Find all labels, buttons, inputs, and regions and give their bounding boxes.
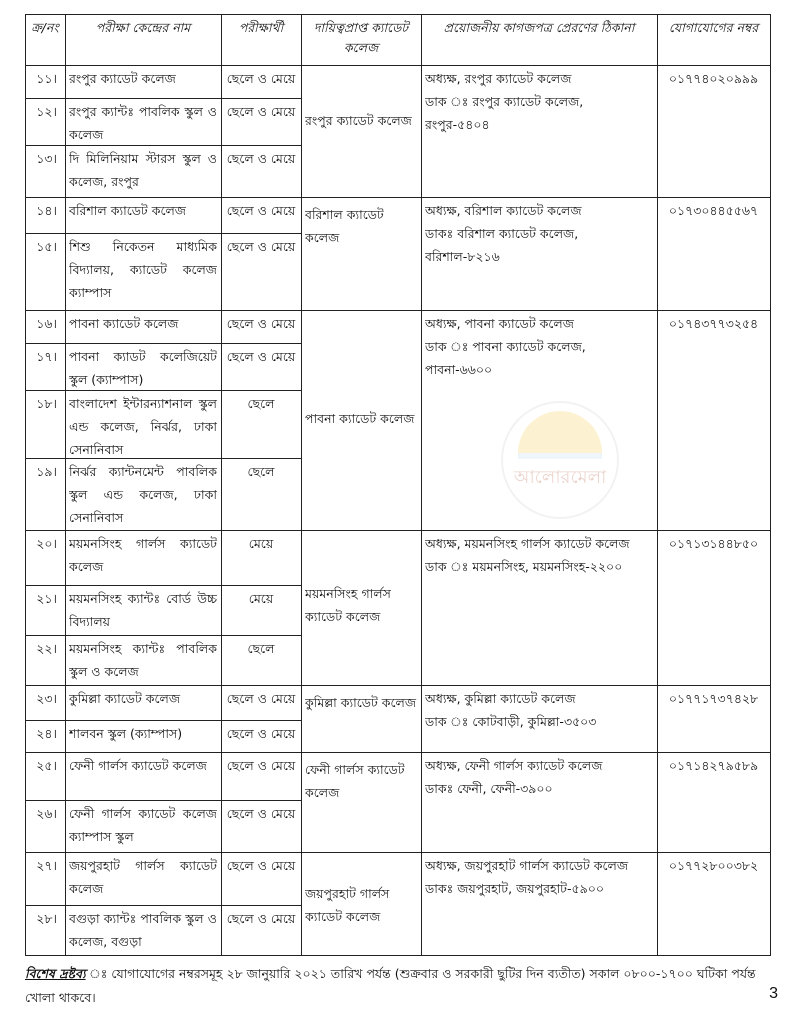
special-note bbox=[25, 962, 765, 1010]
address-line: অধ্যক্ষ, জয়পুরহাট গার্লস ক্যাডেট কলেজ bbox=[425, 858, 629, 873]
examinee-type: ছেলে ও মেয়ে bbox=[226, 806, 296, 821]
examinee-type: ছেলে ও মেয়ে bbox=[226, 239, 296, 254]
row-divider bbox=[25, 197, 301, 198]
serial-number: ২২। bbox=[36, 641, 57, 656]
exam-center-name: ফেনী গার্লস ক্যাডেট কলেজ ক্যাম্পাস স্কুল bbox=[69, 806, 217, 844]
serial-number: ১৯। bbox=[36, 464, 57, 479]
serial-number: ১৪। bbox=[36, 203, 57, 218]
responsible-college: পাবনা ক্যাডেট কলেজ bbox=[305, 411, 415, 426]
serial-number: ১৬। bbox=[36, 316, 57, 331]
responsible-college: বরিশাল ক্যাডেট কলেজ bbox=[305, 207, 384, 245]
mailing-address bbox=[425, 199, 653, 308]
page-number: 3 bbox=[769, 985, 778, 1002]
examinee-type: ছেলে ও মেয়ে bbox=[226, 151, 296, 166]
note-text: ঃ যোগাযোগের নম্বরসমূহ ২৮ জানুয়ারি ২০২১ তারিখ পর্যন্ত (শুক্রবার ও সরকারী ছুটির দিন ব্যতীত) সকাল ০৮০০-১৭০০ ঘটিকা পর্যন্ত খোলা থাকবে। bbox=[25, 966, 756, 1005]
contact-number: ০১৭৭২৮০০৩৮২ bbox=[668, 858, 759, 873]
serial-number: ১৩। bbox=[36, 151, 57, 166]
note-label: বিশেষ দ্রষ্টব্য bbox=[25, 966, 86, 981]
examinee-type: ছেলে ও মেয়ে bbox=[226, 349, 296, 364]
exam-center-name: শিশু নিকেতন মাধ্যমিক বিদ্যালয়, ক্যাডেট কলেজ ক্যাম্পাস bbox=[69, 239, 217, 300]
serial-number: ২৫। bbox=[36, 758, 57, 773]
row-divider bbox=[25, 685, 301, 686]
address-line: অধ্যক্ষ, পাবনা ক্যাডেট কলেজ bbox=[425, 316, 574, 331]
exam-center-name: দি মিলিনিয়াম স্টারস স্কুল ও কলেজ, রংপুর bbox=[69, 151, 217, 189]
address-line: অধ্যক্ষ, কুমিল্লা ক্যাডেট কলেজ bbox=[425, 691, 576, 706]
address-line: রংপুর-৫৪০৪ bbox=[425, 117, 490, 132]
header-bottom-border bbox=[25, 65, 770, 66]
address-line: ডাকঃ ফেনী, ফেনী-৩৯০০ bbox=[425, 781, 553, 796]
column-divider bbox=[65, 14, 66, 956]
serial-number: ২৪। bbox=[36, 726, 57, 741]
row-divider bbox=[25, 585, 301, 586]
serial-number: ১৭। bbox=[36, 349, 57, 364]
table-bottom-border bbox=[25, 955, 770, 956]
group-divider bbox=[301, 197, 770, 198]
exam-center-table bbox=[25, 14, 770, 956]
row-divider bbox=[25, 635, 301, 636]
mailing-address bbox=[425, 67, 653, 195]
table-top-border bbox=[25, 14, 770, 15]
address-line: ডাকঃ বরিশাল ক্যাডেট কলেজ, bbox=[425, 226, 579, 241]
examinee-type: মেয়ে bbox=[248, 536, 274, 551]
exam-center-name: বরিশাল ক্যাডেট কলেজ bbox=[69, 203, 186, 218]
column-divider bbox=[301, 14, 302, 956]
column-divider bbox=[25, 14, 26, 956]
examinee-type: ছেলে bbox=[247, 641, 275, 656]
examinee-type: মেয়ে bbox=[248, 591, 274, 606]
exam-center-name: পাবনা ক্যাডট কলেজিয়েট স্কুল (ক্যাম্পাস) bbox=[69, 349, 217, 387]
watermark-text: আলোরমেলা bbox=[513, 467, 607, 488]
group-divider bbox=[301, 852, 770, 853]
examinee-type: ছেলে ও মেয়ে bbox=[226, 71, 296, 86]
group-divider bbox=[301, 310, 770, 311]
serial-number: ১৮। bbox=[36, 396, 57, 411]
column-divider bbox=[221, 14, 222, 956]
column-divider bbox=[770, 14, 771, 956]
row-divider bbox=[25, 343, 301, 344]
examinee-type: ছেলে bbox=[247, 396, 275, 411]
row-divider bbox=[25, 145, 301, 146]
serial-number: ২৩। bbox=[36, 691, 57, 706]
exam-center-name: ময়মনসিংহ ক্যান্টঃ পাবলিক স্কুল ও কলেজ bbox=[69, 641, 217, 679]
column-header-serial: ক্র/নং bbox=[31, 20, 59, 35]
contact-number: ০১৭৭৪০২০৯৯৯ bbox=[668, 71, 759, 86]
group-divider bbox=[301, 530, 770, 531]
sun-logo-icon bbox=[490, 395, 630, 525]
exam-center-name: রংপুর ক্যান্টঃ পাবলিক স্কুল ও কলেজ bbox=[69, 104, 217, 142]
exam-center-name: জয়পুরহাট গার্লস ক্যাডেট কলেজ bbox=[69, 858, 217, 896]
contact-number: ০১৭১৪২৭৯৫৮৯ bbox=[668, 758, 759, 773]
exam-center-name: রংপুর ক্যাডেট কলেজ bbox=[69, 71, 176, 86]
exam-center-name: কুমিল্লা ক্যাডেট কলেজ bbox=[69, 691, 181, 706]
address-line: ডাক ঃ ময়মনসিংহ, ময়মনসিংহ-২২০০ bbox=[425, 559, 623, 574]
examinee-type: ছেলে ও মেয়ে bbox=[226, 911, 296, 926]
exam-center-name: বাংলাদেশ ইন্টারন্যাশনাল স্কুল এন্ড কলেজ, নির্ঝর, ঢাকা সেনানিবাস bbox=[69, 396, 217, 456]
column-divider bbox=[657, 14, 658, 956]
row-divider bbox=[25, 800, 301, 801]
examinee-type: ছেলে ও মেয়ে bbox=[226, 726, 296, 741]
address-line: ডাক ঃ কোটবাড়ী, কুমিল্লা-৩৫০৩ bbox=[425, 714, 597, 729]
row-divider bbox=[25, 530, 301, 531]
responsible-college: জয়পুরহাট গার্লস ক্যাডেট কলেজ bbox=[305, 886, 390, 924]
address-line: পাবনা-৬৬০০ bbox=[425, 362, 493, 377]
row-divider bbox=[25, 905, 301, 906]
address-line: অধ্যক্ষ, ফেনী গার্লস ক্যাডেট কলেজ bbox=[425, 758, 603, 773]
examinee-type: ছেলে bbox=[247, 464, 275, 479]
mailing-address bbox=[425, 532, 653, 683]
row-divider bbox=[25, 752, 301, 753]
contact-number: ০১৭৩০৪৪৫৫৬৭ bbox=[668, 203, 759, 218]
column-header-contact: যোগাযোগের নম্বর bbox=[668, 20, 759, 35]
group-divider bbox=[301, 685, 770, 686]
contact-number: ০১৭৪৩৭৭৩২৫৪ bbox=[668, 316, 759, 331]
examinee-type: ছেলে ও মেয়ে bbox=[226, 858, 296, 873]
column-header-examinee: পরীক্ষার্থী bbox=[238, 20, 284, 35]
serial-number: ১২। bbox=[36, 104, 57, 119]
address-line: অধ্যক্ষ, ময়মনসিংহ গার্লস ক্যাডেট কলেজ bbox=[425, 536, 630, 551]
address-line: ডাক ঃ রংপুর ক্যাডেট কলেজ, bbox=[425, 94, 584, 109]
row-divider bbox=[25, 310, 301, 311]
exam-center-name: শালবন স্কুল (ক্যাম্পাস) bbox=[69, 726, 183, 741]
contact-number: ০১৭৭১৭৩৭৪২৮ bbox=[668, 691, 759, 706]
serial-number: ২০। bbox=[36, 536, 57, 551]
responsible-college: রংপুর ক্যাডেট কলেজ bbox=[305, 113, 412, 128]
exam-center-name: ময়মনসিংহ গার্লস ক্যাডেট কলেজ bbox=[69, 536, 217, 574]
serial-number: ১৫। bbox=[36, 239, 57, 254]
mailing-address bbox=[425, 754, 653, 850]
serial-number: ২৮। bbox=[36, 911, 57, 926]
examinee-type: ছেলে ও মেয়ে bbox=[226, 316, 296, 331]
serial-number: ১১। bbox=[36, 71, 57, 86]
exam-center-name: ফেনী গার্লস ক্যাডেট কলেজ bbox=[69, 758, 207, 773]
examinee-type: ছেলে ও মেয়ে bbox=[226, 691, 296, 706]
row-divider bbox=[25, 98, 301, 99]
group-divider bbox=[301, 752, 770, 753]
mailing-address bbox=[425, 854, 653, 953]
row-divider bbox=[25, 852, 301, 853]
column-header-responsible-college: দায়িত্বপ্রাপ্ত ক্যাডেট কলেজ bbox=[313, 20, 409, 55]
examinee-type: ছেলে ও মেয়ে bbox=[226, 758, 296, 773]
column-header-center-name: পরীক্ষা কেন্দ্রের নাম bbox=[95, 20, 191, 35]
row-divider bbox=[25, 720, 301, 721]
address-line: ডাক ঃ পাবনা ক্যাডেট কলেজ, bbox=[425, 339, 586, 354]
column-divider bbox=[421, 14, 422, 956]
row-divider bbox=[25, 233, 301, 234]
address-line: ডাকঃ জয়পুরহাট, জয়পুরহাট-৫৯০০ bbox=[425, 881, 604, 896]
serial-number: ২৭। bbox=[36, 858, 57, 873]
contact-number: ০১৭১৩১৪৪৮৫০ bbox=[668, 536, 759, 551]
responsible-college: ময়মনসিংহ গার্লস ক্যাডেট কলেজ bbox=[305, 586, 391, 624]
watermark-logo bbox=[490, 395, 630, 525]
responsible-college: ফেনী গার্লস ক্যাডেট কলেজ bbox=[305, 762, 405, 800]
row-divider bbox=[25, 390, 301, 391]
exam-center-name: ময়মনসিংহ ক্যান্টঃ বোর্ড উচ্চ বিদ্যালয় bbox=[69, 591, 217, 629]
address-line: অধ্যক্ষ, বরিশাল ক্যাডেট কলেজ bbox=[425, 203, 582, 218]
address-line: বরিশাল-৮২১৬ bbox=[425, 249, 500, 264]
row-divider bbox=[25, 458, 301, 459]
examinee-type: ছেলে ও মেয়ে bbox=[226, 104, 296, 119]
responsible-college: কুমিল্লা ক্যাডেট কলেজ bbox=[305, 695, 417, 710]
exam-center-name: নির্ঝর ক্যান্টনমেন্ট পাবলিক স্কুল এন্ড কলেজ, ঢাকা সেনানিবাস bbox=[69, 464, 217, 525]
mailing-address bbox=[425, 687, 653, 750]
column-header-address: প্রয়োজনীয় কাগজপত্র প্রেরণের ঠিকানা bbox=[443, 20, 635, 35]
address-line: অধ্যক্ষ, রংপুর ক্যাডেট কলেজ bbox=[425, 71, 572, 86]
examinee-type: ছেলে ও মেয়ে bbox=[226, 203, 296, 218]
serial-number: ২৬। bbox=[36, 806, 57, 821]
serial-number: ২১। bbox=[36, 591, 57, 606]
exam-center-name: পাবনা ক্যাডেট কলেজ bbox=[69, 316, 179, 331]
exam-center-name: বগুড়া ক্যান্টঃ পাবলিক স্কুল ও কলেজ, বগুড়া bbox=[69, 911, 217, 949]
